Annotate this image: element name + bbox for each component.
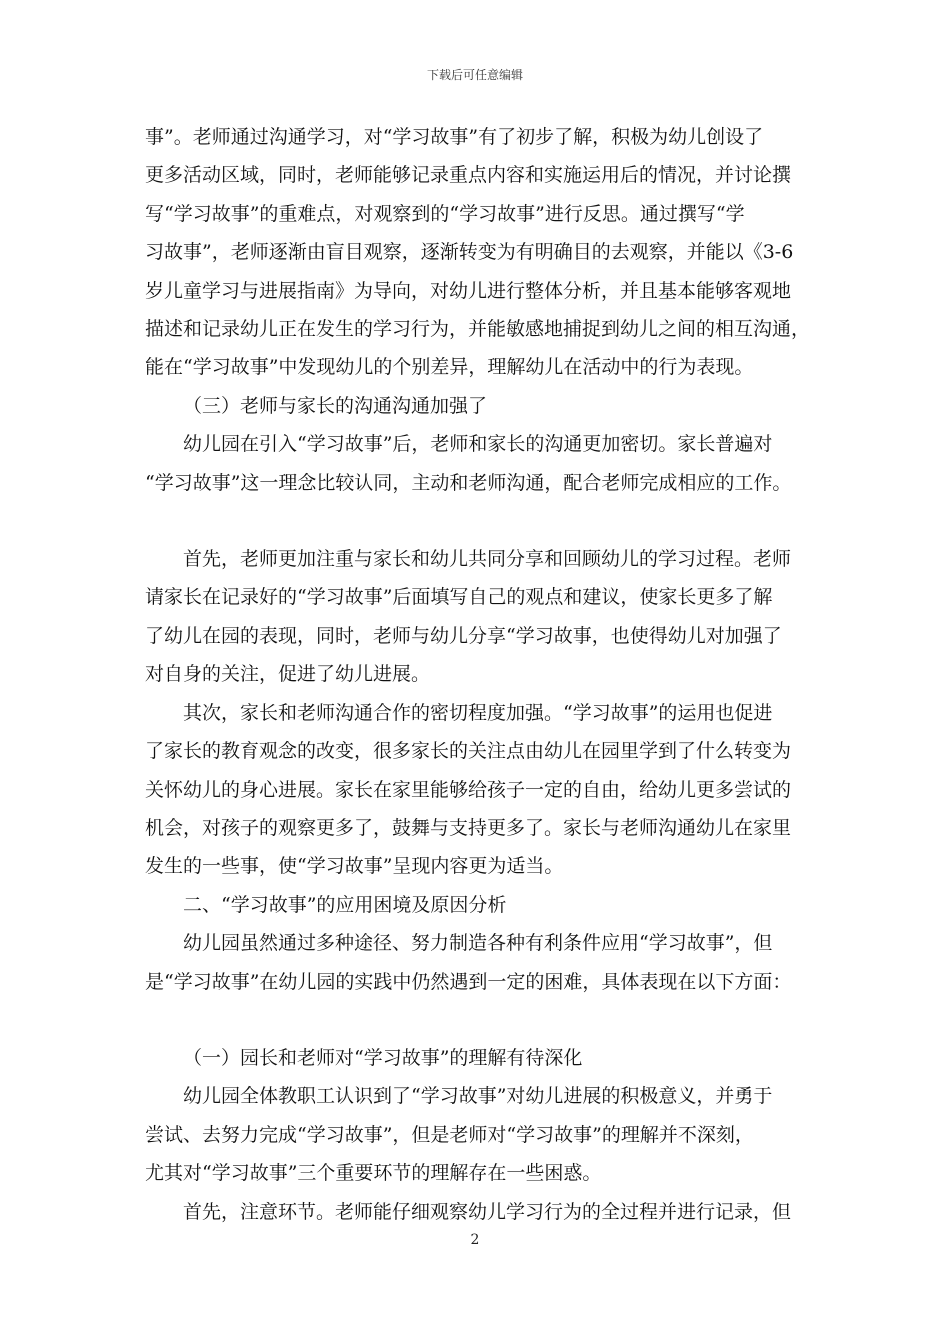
- text-line: “学习故事”这一理念比较认同，主动和老师沟通，配合老师完成相应的工作。: [145, 471, 792, 494]
- text-line: 尤其对“学习故事”三个重要环节的理解存在一些困惑。: [145, 1162, 602, 1185]
- text-line: 描述和记录幼儿正在发生的学习行为，并能敏感地捕捉到幼儿之间的相互沟通，: [145, 318, 811, 341]
- paragraph-start: 幼儿园全体教职工认识到了“学习故事”对幼儿进展的积极意义，并勇于: [183, 1085, 773, 1108]
- paragraph-start: 其次，家长和老师沟通合作的密切程度加强。“学习故事”的运用也促进: [183, 701, 773, 724]
- text-line: 了家长的教育观念的改变，很多家长的关注点由幼儿在园里学到了什么转变为: [145, 740, 792, 763]
- paragraph-start: 首先，注意环节。老师能仔细观察幼儿学习行为的全过程并进行记录，但: [183, 1200, 792, 1223]
- text-line: 发生的一些事，使“学习故事”呈现内容更为适当。: [145, 855, 564, 878]
- paragraph-start: 幼儿园虽然通过多种途径、努力制造各种有利条件应用“学习故事”，但: [183, 932, 773, 955]
- text-line: 尝试、去努力完成“学习故事”，但是老师对“学习故事”的理解并不深刻，: [145, 1123, 754, 1146]
- text-line: 更多活动区域，同时，老师能够记录重点内容和实施运用后的情况，并讨论撰: [145, 164, 792, 187]
- paragraph-start: 首先，老师更加注重与家长和幼儿共同分享和回顾幼儿的学习过程。老师: [183, 548, 792, 571]
- paragraph-gap: [145, 1001, 825, 1039]
- text-line: 习故事”，老师逐渐由盲目观察，逐渐转变为有明确目的去观察，并能以《3-6: [145, 241, 794, 264]
- paragraph-gap: [145, 502, 825, 540]
- text-line: 机会，对孩子的观察更多了，鼓舞与支持更多了。家长与老师沟通幼儿在家里: [145, 816, 792, 839]
- text-line: 关怀幼儿的身心进展。家长在家里能够给孩子一定的自由，给幼儿更多尝试的: [145, 778, 792, 801]
- text-line: 能在“学习故事”中发现幼儿的个别差异，理解幼儿在活动中的行为表现。: [145, 356, 754, 379]
- text-line: 对自身的关注，促进了幼儿进展。: [145, 663, 431, 686]
- paragraph-start: 幼儿园在引入“学习故事”后，老师和家长的沟通更加密切。家长普遍对: [183, 433, 773, 456]
- text-line: 写“学习故事”的重难点，对观察到的“学习故事”进行反思。通过撰写“学: [145, 202, 745, 225]
- text-line: 请家长在记录好的“学习故事”后面填写自己的观点和建议，使家长更多了解: [145, 586, 773, 609]
- text-line: 岁儿童学习与进展指南》为导向，对幼儿进行整体分析，并且基本能够客观地: [145, 279, 792, 302]
- section-heading: （一）园长和老师对“学习故事”的理解有待深化: [183, 1046, 583, 1069]
- text-line: 事”。老师通过沟通学习，对“学习故事”有了初步了解，积极为幼儿创设了: [145, 126, 764, 148]
- section-heading: 二、“学习故事”的应用困境及原因分析: [183, 893, 507, 916]
- page-number: 2: [470, 1232, 480, 1248]
- text-line: 了幼儿在园的表现，同时，老师与幼儿分享“学习故事，也使得幼儿对加强了: [145, 624, 782, 647]
- text-line: 是“学习故事”在幼儿园的实践中仍然遇到一定的困难，具体表现在以下方面：: [145, 970, 792, 993]
- page-header: 下载后可任意编辑: [426, 68, 523, 82]
- document-body: [145, 118, 825, 1231]
- section-heading: （三）老师与家长的沟通沟通加强了: [183, 394, 488, 417]
